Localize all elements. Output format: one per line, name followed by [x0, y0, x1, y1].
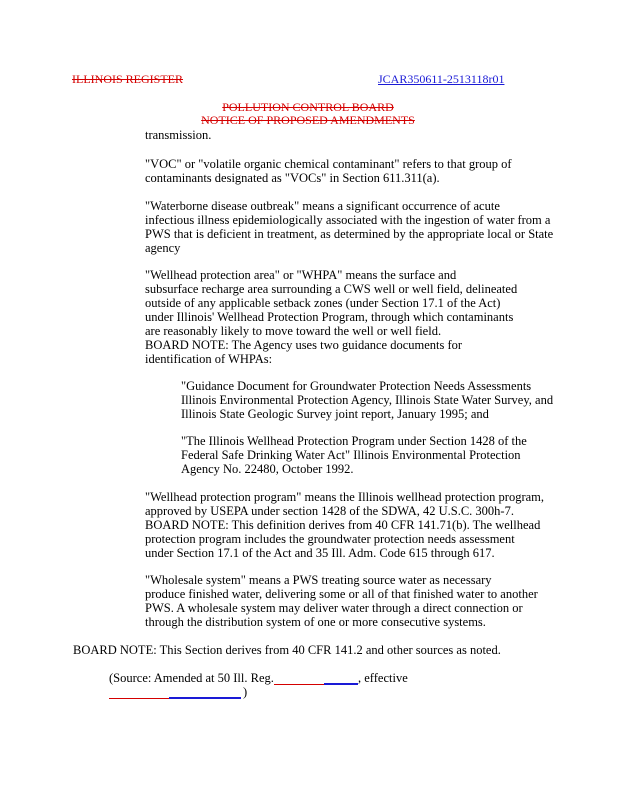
- register-title: ILLINOIS REGISTER: [72, 72, 183, 86]
- text-line: "Wellhead protection area" or "WHPA" means the surface and: [145, 268, 457, 282]
- text-line: agency: [145, 241, 181, 255]
- source-line: (Source: Amended at 50 Ill. Reg.: [109, 671, 274, 685]
- text-line: are reasonably likely to move toward the well or well field.: [145, 324, 442, 338]
- text-line: under Illinois' Wellhead Protection Program, through which contaminants: [145, 310, 514, 324]
- text-line: BOARD NOTE: This definition derives from 40 CFR 141.71(b). The wellhead: [145, 518, 541, 532]
- text-line: subsurface recharge area surrounding a CWS well or well field, delineated: [145, 282, 518, 296]
- text-line: Illinois Environmental Protection Agency, Illinois State Water Survey, and: [181, 393, 554, 407]
- text-line: produce finished water, delivering some or all of that finished water to another: [145, 587, 538, 601]
- paragraph-wholesale: [145, 573, 538, 629]
- notice-title: NOTICE OF PROPOSED AMENDMENTS: [201, 113, 415, 127]
- text-line: "Wholesale system" means a PWS treating source water as necessary: [145, 573, 492, 587]
- text-line: infectious illness epidemiologically associated with the ingestion of water from a: [145, 213, 551, 227]
- text-line: Agency No. 22480, October 1992.: [181, 462, 354, 476]
- paragraph-transmission: [145, 128, 211, 142]
- source-effective: , effective: [358, 671, 408, 685]
- blank-line-red: [274, 684, 324, 685]
- text-line: PWS. A wholesale system may deliver water through a direct connection or: [145, 601, 523, 615]
- blank-line-red: [109, 698, 169, 699]
- paragraph-wellhead-area: [145, 268, 517, 366]
- paragraph-voc: [145, 157, 512, 185]
- text-line: "VOC" or "volatile organic chemical contaminant" refers to that group of: [145, 157, 512, 171]
- text-line: "Guidance Document for Groundwater Protection Needs Assessments: [181, 379, 532, 393]
- text-line: BOARD NOTE: The Agency uses two guidance documents for: [145, 338, 463, 352]
- text-line: "The Illinois Wellhead Protection Program under Section 1428 of the: [181, 434, 527, 448]
- blank-line-blue: [324, 683, 358, 685]
- text-line: contaminants designated as "VOCs" in Section 611.311(a).: [145, 171, 440, 185]
- text-line: through the distribution system of one or more consecutive systems.: [145, 615, 486, 629]
- text-line: under Section 17.1 of the Act and 35 Ill. Adm. Code 615 through 617.: [145, 546, 495, 560]
- paragraph-guidance-2: [181, 434, 527, 476]
- jcar-code: JCAR350611-2513118r01: [378, 72, 505, 86]
- paragraph-waterborne: [145, 199, 553, 255]
- text-line: identification of WHPAs:: [145, 352, 273, 366]
- text-line: transmission.: [145, 128, 212, 142]
- text-line: Illinois State Geologic Survey joint report, January 1995; and: [181, 407, 489, 421]
- paragraph-guidance-1: [181, 379, 553, 421]
- text-line: approved by USEPA under section 1428 of the SDWA, 42 U.S.C. 300h-7.: [145, 504, 514, 518]
- text-line: "Waterborne disease outbreak" means a significant occurrence of acute: [145, 199, 500, 213]
- paragraph-wellhead-program: [145, 490, 544, 560]
- text-line: PWS that is deficient in treatment, as determined by the appropriate local or State: [145, 227, 554, 241]
- blank-line-blue: [169, 697, 241, 699]
- text-line: outside of any applicable setback zones (under Section 17.1 of the Act): [145, 296, 501, 310]
- board-note: BOARD NOTE: This Section derives from 40 CFR 141.2 and other sources as noted.: [73, 643, 501, 657]
- agency-title: POLLUTION CONTROL BOARD: [222, 100, 394, 114]
- source-close: ): [243, 685, 248, 699]
- text-line: "Wellhead protection program" means the Illinois wellhead protection program,: [145, 490, 545, 504]
- text-line: Federal Safe Drinking Water Act" Illinois Environmental Protection: [181, 448, 521, 462]
- text-line: protection program includes the groundwater protection needs assessment: [145, 532, 515, 546]
